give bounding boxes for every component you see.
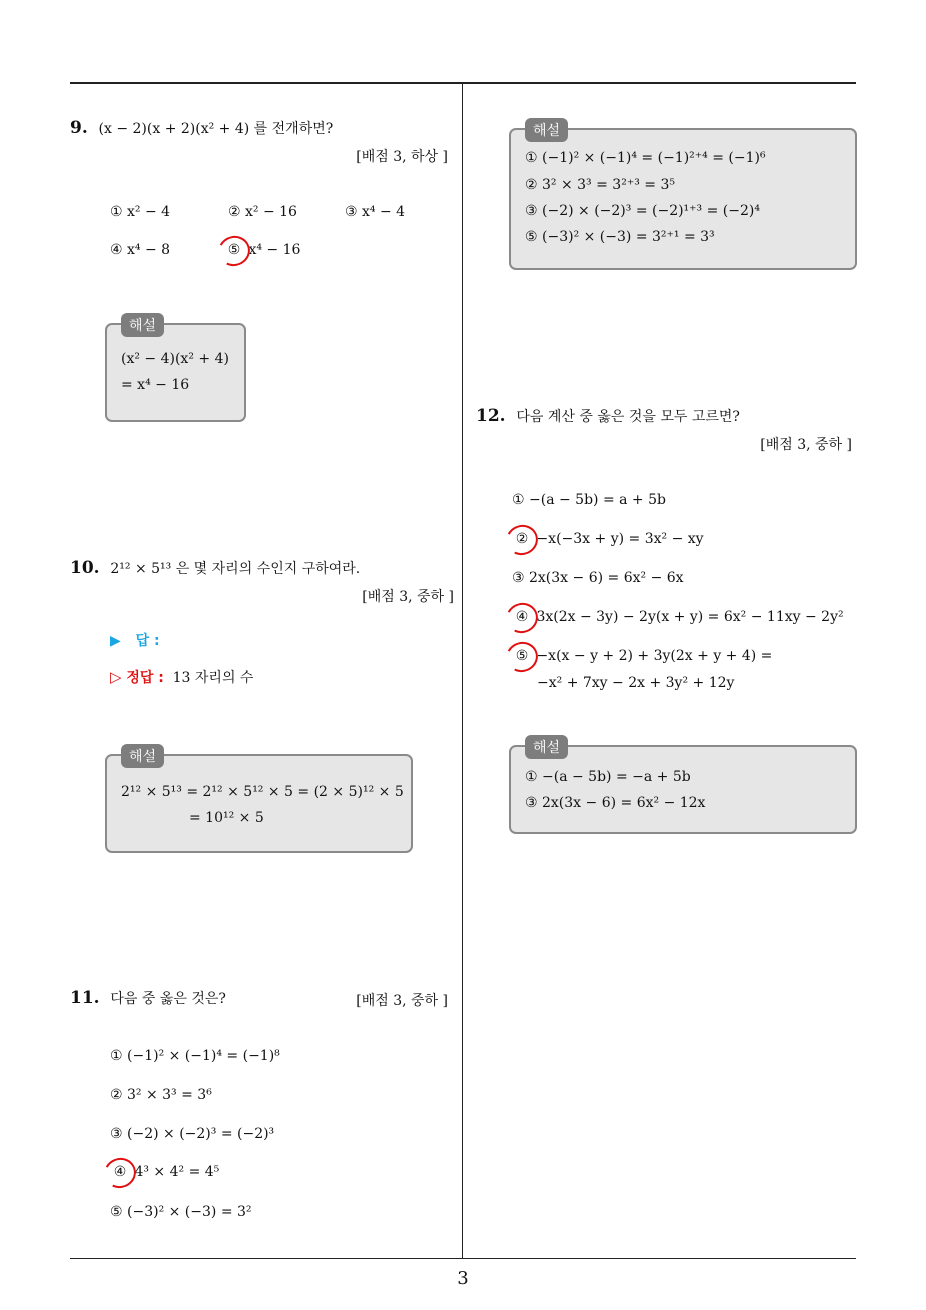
q9-choice-3[interactable]: ③ x⁴ − 4 (345, 204, 406, 220)
q9-choice-5[interactable] (224, 242, 300, 258)
q10-score: [배점 3, 중하 ] (362, 589, 454, 605)
correct-arrow-icon: ▷ (110, 668, 122, 686)
q10-header (70, 558, 360, 578)
q11-choice-5[interactable]: ⑤ (−3)² × (−3) = 3² (110, 1204, 252, 1220)
q9-solution-line-2: = x⁴ − 16 (121, 377, 190, 393)
q9-solution-box (105, 318, 246, 422)
q9-choice-1[interactable]: ① x² − 4 (110, 204, 171, 220)
q11-choice-4-text: 4³ × 4² = 4⁵ (134, 1164, 220, 1180)
q9-solution-line-1: (x² − 4)(x² + 4) (121, 351, 229, 367)
page-number: 3 (457, 1268, 469, 1289)
q10-answer-row (110, 630, 160, 650)
answer-arrow-icon: ▶ (110, 633, 121, 649)
q9-choice-2[interactable]: ② x² − 16 (228, 204, 297, 220)
q9-answer-mark: ⑤ (224, 242, 244, 258)
q12-solution-line-2: ③ 2x(3x − 6) = 6x² − 12x (525, 795, 706, 811)
q11-solution-tag: 해설 (525, 118, 568, 142)
q9-header (70, 118, 333, 138)
q11-choice-3[interactable]: ③ (−2) × (−2)³ = (−2)³ (110, 1126, 275, 1142)
q12-answer-mark-4: ④ (512, 609, 532, 625)
q11-choice-4[interactable] (110, 1164, 219, 1180)
q12-solution-tag: 해설 (525, 735, 568, 759)
q11-text: 다음 중 옳은 것은? (110, 991, 226, 1007)
q10-solution-line-1: 2¹² × 5¹³ = 2¹² × 5¹² × 5 = (2 × 5)¹² × 5 (121, 784, 404, 800)
q12-choice-4-text: 3x(2x − 3y) − 2y(x + y) = 6x² − 11xy − 2y² (536, 609, 844, 625)
q11-number: 11. (70, 988, 100, 1008)
q12-header (476, 406, 740, 426)
q11-answer-mark: ④ (110, 1164, 130, 1180)
top-rule (70, 82, 856, 84)
q12-choice-5-continued: −x² + 7xy − 2x + 3y² + 12y (537, 675, 735, 691)
q10-solution-box (105, 749, 413, 853)
q12-choice-5-text: −x(x − y + 2) + 3y(2x + y + 4) = (536, 648, 773, 664)
q10-correct-value: 13 자리의 수 (172, 670, 254, 686)
q10-correct-row (110, 667, 253, 687)
q9-choice-4[interactable]: ④ x⁴ − 8 (110, 242, 171, 258)
q10-correct-label: 정답 : (126, 670, 164, 686)
q12-score: [배점 3, 중하 ] (760, 437, 852, 453)
q11-solution-line-2: ② 3² × 3³ = 3²⁺³ = 3⁵ (525, 177, 675, 193)
q10-text: 2¹² × 5¹³ 은 몇 자리의 수인지 구하여라. (110, 561, 361, 577)
q9-choice-5-text: x⁴ − 16 (248, 242, 301, 258)
q9-text: (x − 2)(x + 2)(x² + 4) 를 전개하면? (98, 121, 334, 137)
q12-solution-line-1: ① −(a − 5b) = −a + 5b (525, 769, 691, 785)
q12-choice-2[interactable] (512, 531, 704, 547)
q10-number: 10. (70, 558, 100, 578)
q12-number: 12. (476, 406, 506, 426)
q11-choice-2[interactable]: ② 3² × 3³ = 3⁶ (110, 1087, 212, 1103)
q12-answer-mark-5: ⑤ (512, 648, 532, 664)
q11-score: [배점 3, 중하 ] (356, 993, 448, 1009)
q12-choice-3[interactable]: ③ 2x(3x − 6) = 6x² − 6x (512, 570, 684, 586)
q10-solution-tag: 해설 (121, 744, 164, 768)
q12-choice-2-text: −x(−3x + y) = 3x² − xy (536, 531, 704, 547)
q11-solution-line-4: ⑤ (−3)² × (−3) = 3²⁺¹ = 3³ (525, 229, 715, 245)
q12-answer-mark-2: ② (512, 531, 532, 547)
q12-solution-box (509, 740, 857, 834)
q11-header (70, 988, 226, 1008)
q11-choice-1[interactable]: ① (−1)² × (−1)⁴ = (−1)⁸ (110, 1048, 280, 1064)
q9-score: [배점 3, 하상 ] (356, 149, 448, 165)
q12-choice-4[interactable] (512, 609, 844, 625)
q9-solution-tag: 해설 (121, 313, 164, 337)
q12-text: 다음 계산 중 옳은 것을 모두 고르면? (516, 409, 740, 425)
q12-choice-5[interactable] (512, 648, 772, 664)
q12-choice-1[interactable]: ① −(a − 5b) = a + 5b (512, 492, 666, 508)
q11-solution-line-1: ① (−1)² × (−1)⁴ = (−1)²⁺⁴ = (−1)⁶ (525, 150, 766, 166)
column-divider (462, 83, 463, 1258)
q11-solution-box (509, 123, 857, 270)
q10-solution-line-2: = 10¹² × 5 (189, 810, 264, 826)
q10-answer-label: 답 : (135, 633, 160, 649)
bottom-rule (70, 1258, 856, 1259)
q9-number: 9. (70, 118, 88, 138)
q11-solution-line-3: ③ (−2) × (−2)³ = (−2)¹⁺³ = (−2)⁴ (525, 203, 760, 219)
